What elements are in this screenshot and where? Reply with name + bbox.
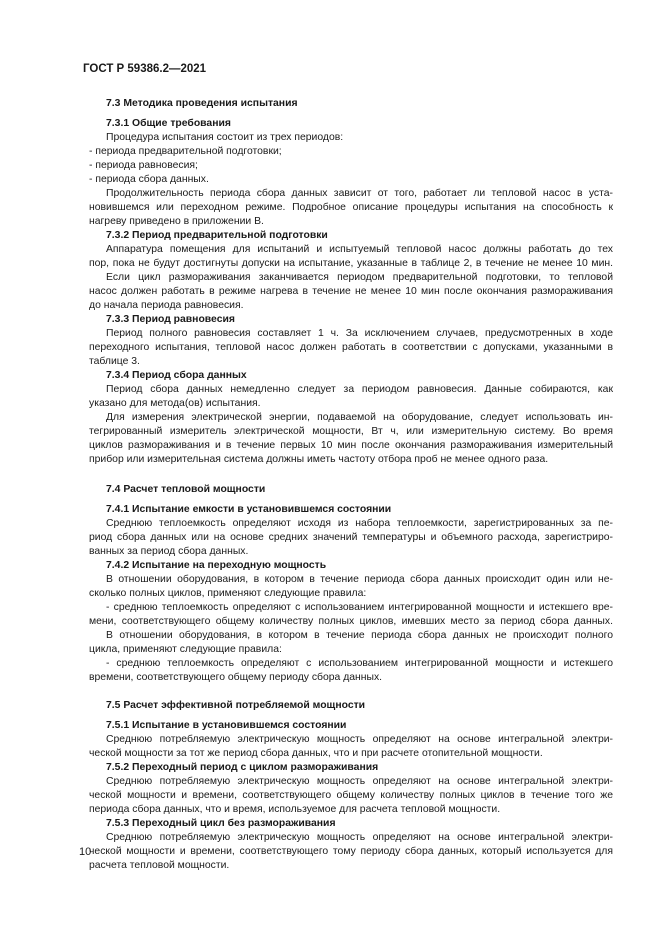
text-line: Аппаратура помещения для испытаний и испытуемый тепловой насос должны работать до тех [106, 244, 613, 255]
section-heading: 7.5.2 Переходный период с циклом размораживания [106, 762, 379, 773]
text-line: В отношении оборудования, в котором в течение периода сбора данных не происходит полного [106, 630, 613, 641]
text-line: ванных за период сбора данных. [89, 546, 249, 557]
text-line: Среднюю потребляемую электрическую мощность определяют на основе интегральной электри- [106, 776, 613, 787]
text-line: расчета тепловой мощности. [89, 860, 230, 871]
text-line: Период сбора данных немедленно следует за периодом равновесия. Данные собираются, как [106, 384, 613, 395]
text-line: указано для метода(ов) испытания. [89, 398, 261, 409]
text-line: переходного испытания, тепловой насос должен работать в соответствии с допусками, указанными в [89, 342, 613, 353]
text-line: новившемся или переходном режиме. Подробное описание процедуры испытания на способность к [89, 202, 613, 213]
text-line: ческой мощности и времени, соответствующего общему количеству полных циклов в течение того же [89, 790, 613, 801]
section-heading: 7.4.1 Испытание емкости в установившемся состоянии [106, 504, 392, 515]
section-heading: 7.3.3 Период равновесия [106, 314, 235, 325]
text-line: Среднюю потребляемую электрическую мощность определяют на основе интегральной электри- [106, 734, 613, 745]
text-line: - среднюю теплоемкость определяют с использованием интегрированной мощности и истекшего вре- [106, 602, 613, 613]
text-line: тегрированный измеритель электрической мощности, Вт ч, или измерительную систему. Во время [89, 426, 613, 437]
text-line: сколько полных циклов, применяют следующие правила: [89, 588, 367, 599]
section-heading: 7.5.1 Испытание в установившемся состоянии [106, 720, 347, 731]
text-line: Продолжительность периода сбора данных зависит от того, работает ли тепловой насос в уста- [106, 188, 613, 199]
text-line: В отношении оборудования, в котором в течение периода сбора данных происходит один или не- [106, 574, 613, 585]
section-heading: 7.3.4 Период сбора данных [106, 370, 247, 381]
text-line: ческой мощности за тот же период сбора данных, что и при расчете отопительной мощности. [89, 748, 543, 759]
section-heading: 7.5 Расчет эффективной потребляемой мощности [106, 700, 366, 711]
section-heading: 7.4.2 Испытание на переходную мощность [106, 560, 327, 571]
text-line: Если цикл размораживания заканчивается периодом предварительной подготовки, то тепловой [106, 272, 613, 283]
section-heading: 7.5.3 Переходный цикл без размораживания [106, 818, 336, 829]
text-line: - периода равновесия; [89, 160, 198, 171]
text-line: - периода предварительной подготовки; [89, 146, 282, 157]
text-line: пор, пока не будут достигнуты допуски на испытание, указанные в таблице 2, в течение не менее 10 мин. [89, 258, 613, 269]
text-line: Процедура испытания состоит из трех периодов: [106, 132, 344, 143]
text-line: времени, соответствующего общему периоду сбора данных. [89, 672, 383, 683]
text-line: - среднюю теплоемкость определяют с использованием интегрированной мощности и истекшего [106, 658, 613, 669]
section-heading: 7.3.2 Период предварительной подготовки [106, 230, 328, 241]
text-line: Для измерения электрической энергии, подаваемой на оборудование, следует использовать ин- [106, 412, 613, 423]
text-line: ческой мощности и времени, соответствующего тому периоду сбора данных, который используется для [89, 846, 613, 857]
text-line: Среднюю потребляемую электрическую мощность определяют на основе интегральной электри- [106, 832, 613, 843]
text-line: до начала периода равновесия. [89, 300, 244, 311]
text-line: Среднюю теплоемкость определяют исходя из набора теплоемкости, зарегистрированных за пе- [106, 518, 613, 529]
text-line: прибор или измерительная система должны иметь частоту отбора проб не менее одного раза. [89, 454, 549, 465]
text-line: циклов размораживания и в течение первых 10 мин после окончания размораживания измерительный [89, 440, 613, 451]
page-number: 10 [79, 846, 92, 858]
section-heading: 7.3 Методика проведения испытания [106, 98, 298, 109]
text-line: цикла, применяют следующие правила: [89, 644, 282, 655]
text-line: Период полного равновесия составляет 1 ч. За исключением случаев, предусмотренных в ходе [106, 328, 613, 339]
text-line: риод сбора данных или на основе средних значений температуры и объемного расхода, зарегистриро- [89, 532, 613, 543]
text-line: - периода сбора данных. [89, 174, 209, 185]
document-header: ГОСТ Р 59386.2—2021 [83, 63, 207, 75]
section-heading: 7.4 Расчет тепловой мощности [106, 484, 266, 495]
text-line: насос должен работать в режиме нагрева в течение не менее 10 мин после окончания размораживания [89, 286, 613, 297]
text-line: мени, соответствующего общему количеству полных циклов, имевших место за период сбора данных. [89, 616, 613, 627]
section-heading: 7.3.1 Общие требования [106, 118, 231, 129]
text-line: таблице 3. [89, 356, 140, 367]
text-line: периода сбора данных, что и время, используемое для расчета тепловой мощности. [89, 804, 501, 815]
text-line: нагреву приведено в приложении В. [89, 216, 264, 227]
